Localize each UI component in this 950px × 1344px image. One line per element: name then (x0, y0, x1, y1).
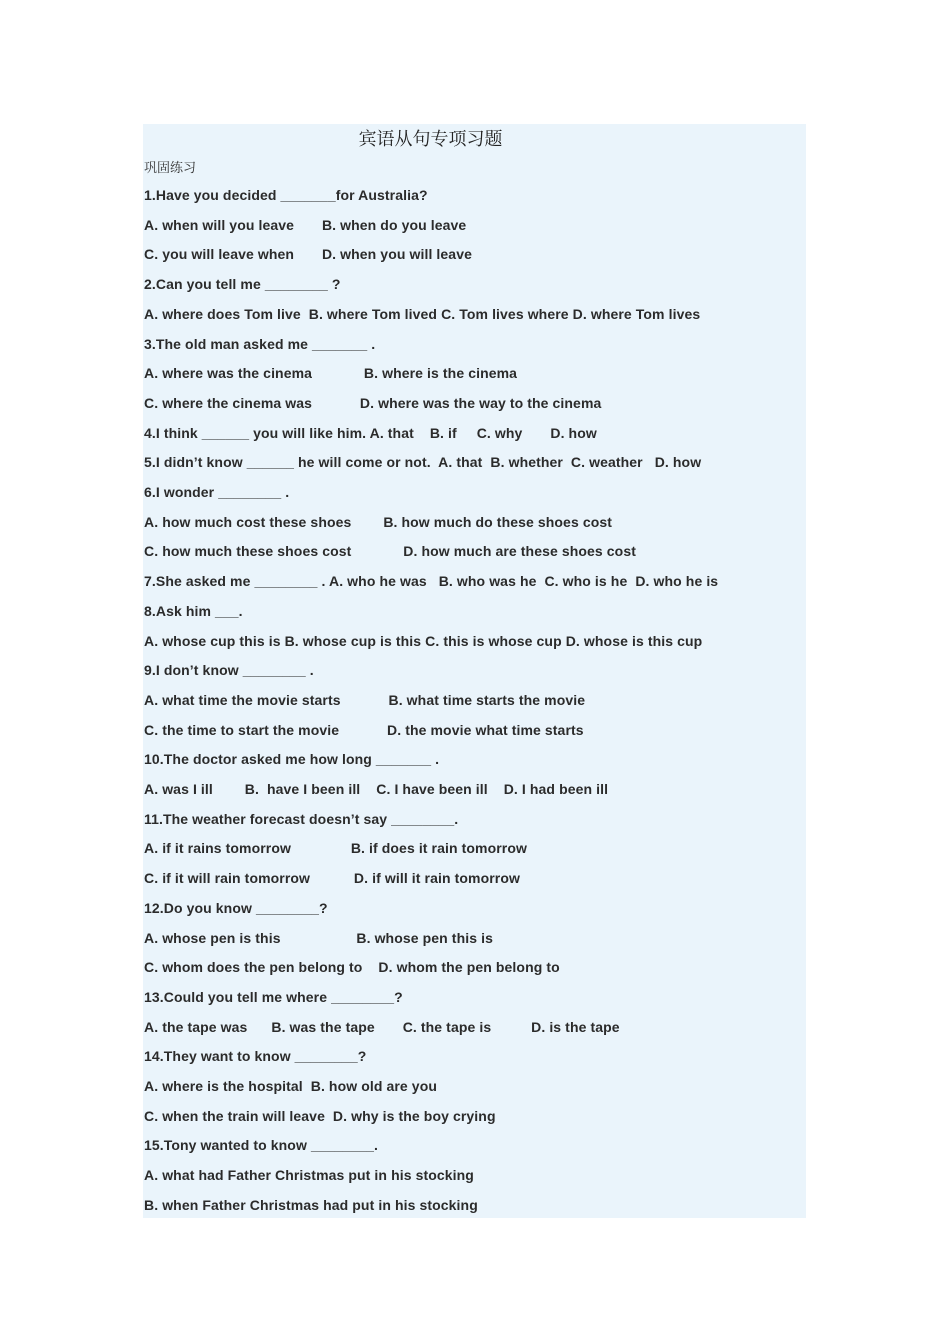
exercise-line: C. if it will rain tomorrow D. if will it rain tomorrow (144, 870, 520, 887)
exercise-line: 9.I don’t know ________ . (144, 662, 314, 679)
exercise-line: A. if it rains tomorrow B. if does it rain tomorrow (144, 840, 527, 857)
exercise-line: 13.Could you tell me where ________? (144, 988, 403, 1005)
page-title: 宾语从句专项习题 (358, 129, 503, 150)
exercise-line: A. whose pen is this B. whose pen this is (144, 929, 493, 946)
exercise-line: 11.The weather forecast doesn’t say ________. (144, 810, 459, 827)
exercise-line: C. whom does the pen belong to D. whom the pen belong to (144, 959, 560, 976)
exercise-line: 12.Do you know ________? (144, 899, 328, 916)
exercise-line: A. where was the cinema B. where is the cinema (144, 365, 518, 382)
exercise-line: B. when Father Christmas had put in his stocking (144, 1196, 478, 1213)
exercise-line: A. the tape was B. was the tape C. the tape is D. is the tape (144, 1018, 620, 1035)
exercise-line: 6.I wonder ________ . (144, 484, 290, 500)
exercise-line: A. where does Tom live B. where Tom lived C. Tom lives where D. where Tom lives (144, 305, 701, 322)
exercise-line: A. how much cost these shoes B. how much do these shoes cost (144, 513, 613, 530)
exercise-line: 14.They want to know ________? (144, 1048, 367, 1065)
exercise-line: 2.Can you tell me ________ ? (144, 276, 341, 293)
exercise-line: C. how much these shoes cost D. how much are these shoes cost (144, 543, 636, 560)
exercise-line: 8.Ask him ___. (144, 602, 243, 619)
exercise-line: A. when will you leave B. when do you leave (144, 216, 467, 233)
exercise-line: 10.The doctor asked me how long _______ . (144, 751, 440, 768)
exercise-line: C. when the train will leave D. why is the boy crying (144, 1107, 496, 1124)
exercise-line: A. whose cup this is B. whose cup is this C. this is whose cup D. whose is this cup (144, 632, 703, 649)
exercise-line: 3.The old man asked me _______ . (144, 335, 376, 352)
exercise-line: 5.I didn’t know ______ he will come or not. A. that B. whether C. weather D. how (144, 454, 702, 471)
exercise-line: C. you will leave when D. when you will leave (144, 246, 472, 263)
exercise-line: A. what had Father Christmas put in his stocking (144, 1167, 474, 1184)
exercise-line: A. where is the hospital B. how old are you (144, 1078, 437, 1094)
exercise-line: 4.I think ______ you will like him. A. that B. if C. why D. how (144, 424, 597, 441)
exercise-line: 7.She asked me ________ . A. who he was B. who was he C. who is he D. who he is (144, 573, 719, 590)
exercise-line: C. where the cinema was D. where was the way to the cinema (144, 394, 602, 411)
exercise-line: A. what time the movie starts B. what time starts the movie (144, 691, 586, 708)
section-subtitle: 巩固练习 (144, 161, 197, 176)
exercise-line: 1.Have you decided _______for Australia? (144, 187, 428, 203)
exercise-line: 15.Tony wanted to know ________. (144, 1137, 379, 1154)
exercise-line: C. the time to start the movie D. the movie what time starts (144, 721, 584, 738)
exercise-line: A. was I ill B. have I been ill C. I have been ill D. I had been ill (144, 781, 609, 797)
